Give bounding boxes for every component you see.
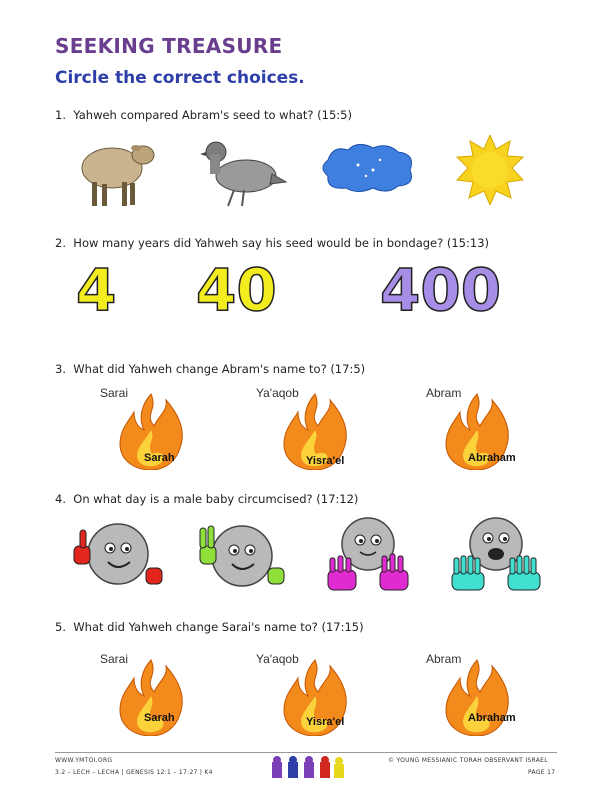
choice-40[interactable]: [192, 258, 312, 318]
pigeon-picture[interactable]: [198, 130, 288, 210]
question-text: What did Yahweh change Abram's name to? (17:5): [73, 362, 366, 376]
coin-ten-fingers-picture[interactable]: [450, 514, 542, 594]
coin-two-fingers-picture[interactable]: [196, 518, 288, 590]
question-number: 1.: [55, 108, 66, 122]
flame-top-label: Sarai: [100, 386, 129, 400]
flame-top-label: Ya'aqob: [256, 386, 299, 400]
day-label: 1: [118, 588, 119, 589]
kids-logo-icon: [268, 754, 348, 780]
coin-eight-fingers-picture[interactable]: [326, 514, 410, 594]
flame-bottom-label: Sarah: [144, 452, 175, 464]
question-number: 4.: [55, 492, 66, 506]
coin-one-finger-picture[interactable]: [72, 518, 164, 590]
footer-website: WWW.YMTOI.ORG: [55, 757, 113, 764]
question-text: How many years did Yahweh say his seed would be in bondage? (15:13): [73, 236, 489, 250]
question-5: [55, 620, 364, 634]
number-400-label: 400: [380, 258, 502, 318]
question-text: On what day is a male baby circumcised? (17:12): [73, 492, 359, 506]
flame-bottom-label: Yisra'el: [306, 455, 345, 467]
flame-bottom-label: Abraham: [468, 712, 516, 724]
flame-top-label: Ya'aqob: [256, 652, 299, 666]
instructions: Circle the correct choices.: [55, 68, 305, 88]
flame-icon: [442, 658, 512, 736]
question-number: 3.: [55, 362, 66, 376]
flame-top-label: Sarai: [100, 652, 129, 666]
number-4-label: 4: [76, 258, 117, 318]
question-3: [55, 362, 365, 376]
flame-icon: [116, 658, 186, 736]
day-label: 2: [242, 588, 243, 589]
question-text: Yahweh compared Abram's seed to what? (15:5): [73, 108, 352, 122]
stars-in-sky-picture[interactable]: [318, 140, 418, 195]
question-2: [55, 236, 489, 250]
sun-picture[interactable]: [455, 135, 525, 205]
flame-bottom-label: Yisra'el: [306, 716, 345, 728]
day-label: 10: [496, 592, 498, 593]
footer-divider: [55, 752, 557, 753]
flame-bottom-label: Sarah: [144, 712, 175, 724]
page-title: SEEKING TREASURE: [55, 34, 283, 58]
question-4: [55, 492, 358, 506]
day-label: 8: [368, 592, 369, 593]
question-number: 5.: [55, 620, 66, 634]
flame-top-label: Abram: [426, 652, 462, 666]
question-text: What did Yahweh change Sarai's name to? (17:15): [73, 620, 364, 634]
flame-bottom-label: Abraham: [468, 452, 516, 464]
choice-400[interactable]: [378, 258, 528, 318]
sheep-picture[interactable]: [70, 130, 160, 210]
flame-top-label: Abram: [426, 386, 462, 400]
footer-portion: 3.2 – LECH – LECHA | GENESIS 12:1 – 17:27 | K4: [55, 769, 213, 776]
question-number: 2.: [55, 236, 66, 250]
footer-copyright: © YOUNG MESSIANIC TORAH OBSERVANT ISRAEL: [388, 757, 548, 764]
question-1: [55, 108, 352, 122]
number-40-label: 40: [196, 258, 277, 318]
choice-4[interactable]: [72, 258, 142, 318]
footer-page-number: PAGE 17: [528, 769, 556, 776]
